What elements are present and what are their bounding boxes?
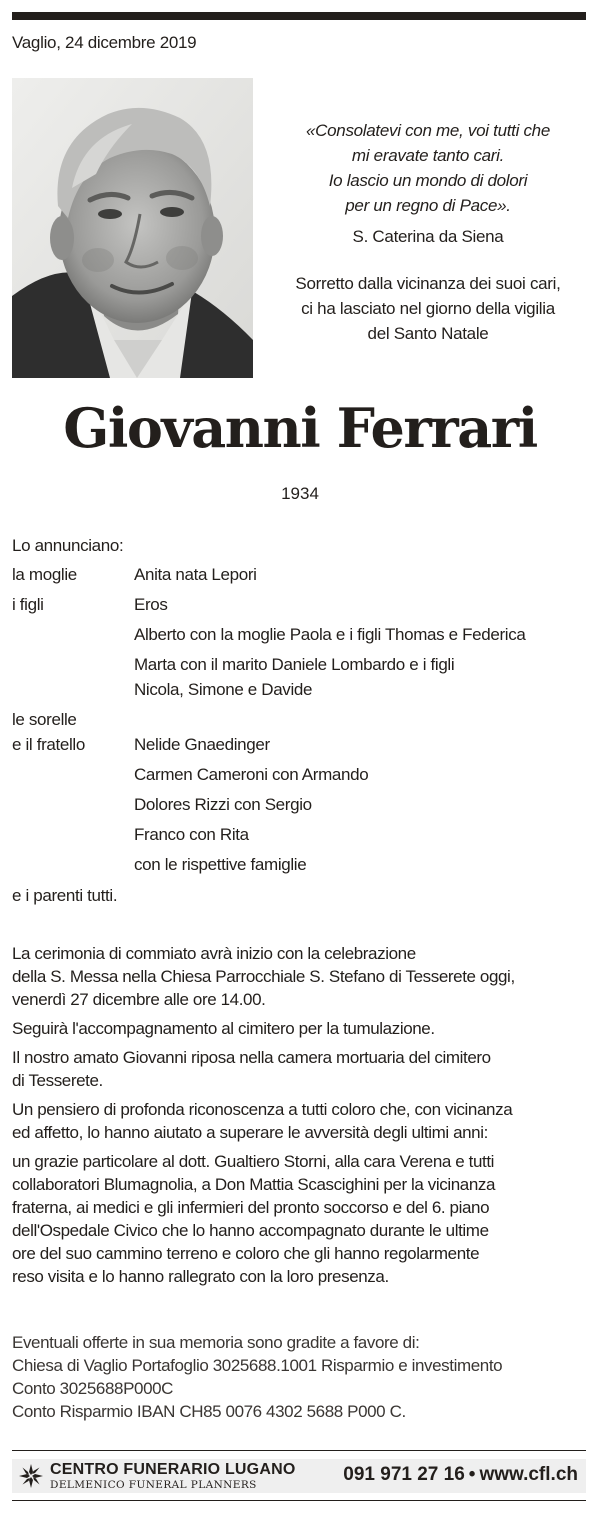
phone-number[interactable]: 091 971 27 16 [343,1464,465,1485]
text-line: venerdì 27 dicembre alle ore 14.00. [12,990,266,1009]
donations-text [12,1331,594,1423]
text-line: Il nostro amato Giovanni riposa nella camera mortuaria del cimitero [12,1048,491,1067]
relative-name: Franco con Rita [134,825,249,844]
text-line: Conto Risparmio IBAN CH85 0076 4302 5688 P000 C. [12,1402,406,1421]
intro-block [268,271,588,346]
relative-name: Nicola, Simone e Davide [134,680,313,699]
ceremony-paragraph [12,1150,594,1288]
quote-line: per un regno di Pace». [345,196,511,215]
ceremony-text [12,942,594,1294]
wife-row [12,562,592,587]
children-row [12,652,592,677]
text-line: Chiesa di Vaglio Portafoglio 3025688.1001 Risparmio e investimento [12,1356,503,1375]
siblings-row [12,762,592,787]
quote-line: «Consolatevi con me, voi tutti che [306,121,550,140]
ceremony-paragraph: Seguirà l'accompagnamento al cimitero per la tumulazione. [12,1019,435,1038]
relative-name: Marta con il marito Daniele Lombardo e i figli [134,655,455,674]
text-line: dell'Ospedale Civico che lo hanno accompagnato durante le ultime [12,1221,489,1240]
relative-name: Alberto con la moglie Paola e i figli Thomas e Federica [134,625,526,644]
relative-name: Anita nata Lepori [134,565,257,584]
footer-rule [12,1450,586,1451]
family-closing: e i parenti tutti. [12,886,118,905]
text-line: Un pensiero di profonda riconoscenza a tutti coloro che, con vicinanza [12,1100,513,1119]
relative-name: Carmen Cameroni con Armando [134,765,369,784]
intro-line: Sorretto dalla vicinanza dei suoi cari, [295,274,561,293]
text-line: Conto 3025688P000C [12,1379,174,1398]
ceremony-paragraph [12,1046,594,1092]
text-line: di Tesserete. [12,1071,103,1090]
funeral-home-logo-icon [17,1462,45,1490]
company-subtitle: DELMENICO FUNERAL PLANNERS [50,1479,257,1491]
text-line: reso visita e lo hanno rallegrato con la loro presenza. [12,1267,389,1286]
children-row [12,622,592,647]
portrait-illustration [12,78,253,378]
siblings-row [12,792,592,817]
relative-name: Nelide Gnaedinger [134,735,270,754]
contact-info [343,1464,578,1486]
text-line: della S. Messa nella Chiesa Parrocchiale S. Stefano di Tesserete oggi, [12,967,515,986]
portrait-photo [12,78,253,378]
ceremony-paragraph [12,1098,594,1144]
separator: • [468,1464,476,1485]
text-line: Eventuali offerte in sua memoria sono gradite a favore di: [12,1333,420,1352]
text-line: collaboratori Blumagnolia, a Don Mattia Scascighini per la vicinanza [12,1175,496,1194]
children-row [12,677,592,702]
children-row [12,592,592,617]
relation-label: i figli [12,595,44,614]
relation-label: e il fratello [12,735,85,754]
funeral-home-footer [12,1459,586,1493]
text-line: ed affetto, lo hanno aiutato a superare le avversità degli ultimi anni: [12,1123,488,1142]
text-line: fraterna, ai medici e gli infermieri del pronto soccorso e del 6. piano [12,1198,490,1217]
family-intro: Lo annunciano: [12,536,124,555]
relative-name: Eros [134,595,168,614]
relation-label: la moglie [12,565,77,584]
text-line: ore del suo cammino terreno e coloro che gli hanno regolarmente [12,1244,480,1263]
siblings-row [12,822,592,847]
quote-block [268,118,588,249]
text-line: un grazie particolare al dott. Gualtiero Storni, alla cara Verena e tutti [12,1152,495,1171]
footer-bottom-rule [12,1500,586,1501]
family-list [12,533,592,908]
birth-year: 1934 [281,484,319,503]
intro-line: del Santo Natale [367,324,489,343]
relative-name: Dolores Rizzi con Sergio [134,795,312,814]
quote-line: Io lascio un mondo di dolori [328,171,528,190]
company-name: CENTRO FUNERARIO LUGANO [50,1461,296,1478]
siblings-row [12,852,592,877]
siblings-row [12,732,592,757]
intro-line: ci ha lasciato nel giorno della vigilia [301,299,555,318]
dateline: Vaglio, 24 dicembre 2019 [12,33,197,52]
website-link[interactable]: www.cfl.ch [479,1464,578,1485]
text-line: La cerimonia di commiato avrà inizio con la celebrazione [12,944,416,963]
quote-line: mi eravate tanto cari. [351,146,505,165]
deceased-name: Giovanni Ferrari [63,396,537,460]
ceremony-paragraph [12,942,594,1011]
quote-author: S. Caterina da Siena [352,227,504,246]
relation-label: le sorelle [12,710,77,729]
siblings-label-row [12,707,592,732]
relative-name: con le rispettive famiglie [134,855,307,874]
top-rule [12,12,586,20]
